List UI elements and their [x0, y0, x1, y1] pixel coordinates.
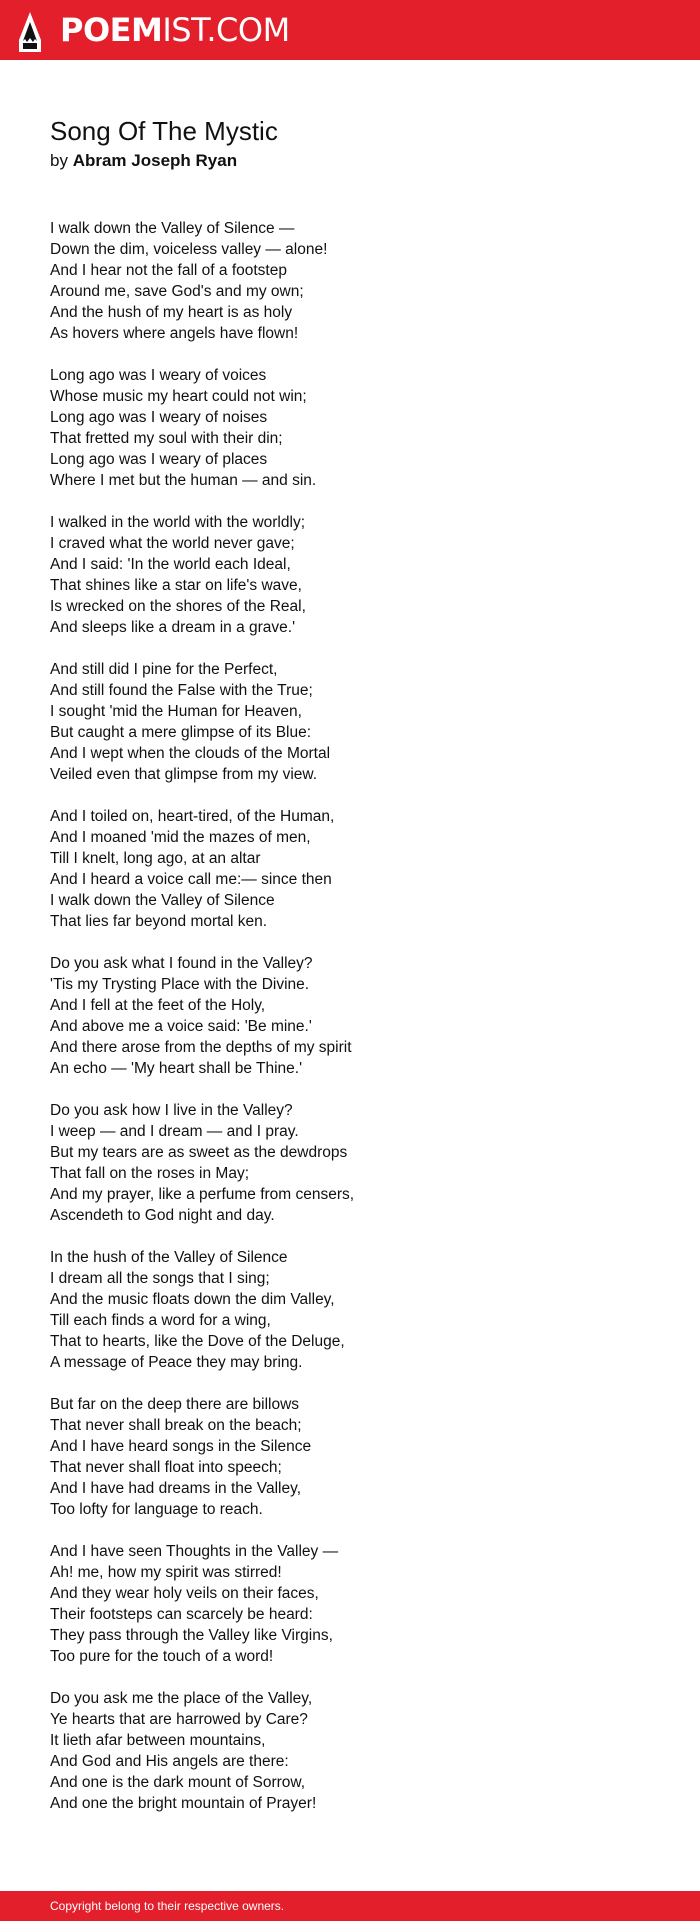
poem-line: Around me, save God's and my own;	[50, 283, 304, 300]
poem-stanza	[50, 806, 610, 932]
poem-line: Long ago was I weary of noises	[50, 409, 268, 426]
poem-line: I walked in the world with the worldly;	[50, 514, 306, 531]
poem-line: 'Tis my Trysting Place with the Divine.	[50, 976, 310, 993]
poem-line: And I fell at the feet of the Holy,	[50, 997, 266, 1014]
copyright-notice: Copyright belong to their respective owners.	[50, 1899, 285, 1913]
poem-line: An echo — 'My heart shall be Thine.'	[50, 1060, 303, 1077]
logo-text-light: IST.COM	[162, 11, 290, 49]
poem-line: Till each finds a word for a wing,	[50, 1312, 271, 1329]
poem-line: And above me a voice said: 'Be mine.'	[50, 1018, 312, 1035]
poem-line: Down the dim, voiceless valley — alone!	[50, 241, 328, 258]
poem-line: And they wear holy veils on their faces,	[50, 1585, 319, 1602]
poem-line: As hovers where angels have flown!	[50, 325, 299, 342]
poem-heading	[50, 114, 278, 172]
poem-line: They pass through the Valley like Virgins,	[50, 1627, 333, 1644]
poem-stanza	[50, 218, 610, 344]
poem-line: And I have seen Thoughts in the Valley —	[50, 1543, 339, 1560]
poem-line: And I said: 'In the world each Ideal,	[50, 556, 291, 573]
poem-line: That lies far beyond mortal ken.	[50, 913, 268, 930]
poem-stanza	[50, 365, 610, 491]
poem-line: It lieth afar between mountains,	[50, 1732, 266, 1749]
poem-line: I weep — and I dream — and I pray.	[50, 1123, 299, 1140]
poem-line: That fretted my soul with their din;	[50, 430, 283, 447]
site-header	[0, 0, 700, 60]
byline-prefix: by	[50, 151, 68, 170]
poem-body	[50, 218, 610, 1835]
poem-line: And sleeps like a dream in a grave.'	[50, 619, 296, 636]
poem-line: I craved what the world never gave;	[50, 535, 295, 552]
poem-line: Whose music my heart could not win;	[50, 388, 307, 405]
poem-line: And still did I pine for the Perfect,	[50, 661, 278, 678]
poem-line: Too pure for the touch of a word!	[50, 1648, 274, 1665]
poem-line: In the hush of the Valley of Silence	[50, 1249, 288, 1266]
poem-line: That fall on the roses in May;	[50, 1165, 250, 1182]
pen-nib-icon[interactable]	[17, 12, 43, 52]
poem-line: That never shall float into speech;	[50, 1459, 282, 1476]
poem-line: But caught a mere glimpse of its Blue:	[50, 724, 312, 741]
poem-line: Long ago was I weary of places	[50, 451, 268, 468]
poem-line: Veiled even that glimpse from my view.	[50, 766, 318, 783]
poem-line: But my tears are as sweet as the dewdrops	[50, 1144, 348, 1161]
poem-line: Till I knelt, long ago, at an altar	[50, 850, 261, 867]
poem-line: Is wrecked on the shores of the Real,	[50, 598, 306, 615]
poem-line: Where I met but the human — and sin.	[50, 472, 317, 489]
poem-stanza	[50, 1394, 610, 1520]
poem-line: Long ago was I weary of voices	[50, 367, 267, 384]
poem-line: I walk down the Valley of Silence —	[50, 220, 295, 237]
site-footer	[0, 1891, 700, 1921]
poem-line: I dream all the songs that I sing;	[50, 1270, 270, 1287]
poem-line: That shines like a star on life's wave,	[50, 577, 302, 594]
poem-stanza	[50, 1247, 610, 1373]
poem-line: Do you ask me the place of the Valley,	[50, 1690, 313, 1707]
poem-line: And I heard a voice call me:— since then	[50, 871, 332, 888]
logo-text-bold: POEM	[60, 11, 163, 49]
poem-line: And one the bright mountain of Prayer!	[50, 1795, 317, 1812]
poem-line: And I wept when the clouds of the Mortal	[50, 745, 331, 762]
poem-line: And still found the False with the True;	[50, 682, 313, 699]
poem-line: Ah! me, how my spirit was stirred!	[50, 1564, 282, 1581]
poem-line: And I have had dreams in the Valley,	[50, 1480, 302, 1497]
poem-line: Do you ask how I live in the Valley?	[50, 1102, 293, 1119]
poem-line: And I toiled on, heart-tired, of the Human,	[50, 808, 335, 825]
poem-line: And the music floats down the dim Valley,	[50, 1291, 335, 1308]
poem-line: That never shall break on the beach;	[50, 1417, 302, 1434]
poem-line: Ye hearts that are harrowed by Care?	[50, 1711, 308, 1728]
poem-stanza	[50, 953, 610, 1079]
poem-line: And God and His angels are there:	[50, 1753, 289, 1770]
poem-line: I walk down the Valley of Silence	[50, 892, 275, 909]
site-logo[interactable]	[60, 10, 290, 50]
poem-title: Song Of The Mystic	[50, 116, 278, 146]
poem-stanza	[50, 1688, 610, 1814]
poem-line: But far on the deep there are billows	[50, 1396, 300, 1413]
poem-line: Their footsteps can scarcely be heard:	[50, 1606, 313, 1623]
byline	[50, 150, 278, 172]
poem-line: And I have heard songs in the Silence	[50, 1438, 312, 1455]
poem-stanza	[50, 1541, 610, 1667]
poem-line: A message of Peace they may bring.	[50, 1354, 303, 1371]
poem-line: And my prayer, like a perfume from censers,	[50, 1186, 355, 1203]
poem-line: And the hush of my heart is as holy	[50, 304, 293, 321]
poem-line: And I hear not the fall of a footstep	[50, 262, 287, 279]
poem-line: That to hearts, like the Dove of the Deluge,	[50, 1333, 345, 1350]
poem-stanza	[50, 659, 610, 785]
poem-stanza	[50, 512, 610, 638]
poem-line: I sought 'mid the Human for Heaven,	[50, 703, 302, 720]
author-name: Abram Joseph Ryan	[72, 151, 238, 170]
poem-line: Ascendeth to God night and day.	[50, 1207, 275, 1224]
poem-line: And there arose from the depths of my spirit	[50, 1039, 352, 1056]
poem-stanza	[50, 1100, 610, 1226]
poem-line: And one is the dark mount of Sorrow,	[50, 1774, 306, 1791]
poem-line: Do you ask what I found in the Valley?	[50, 955, 313, 972]
poem-line: And I moaned 'mid the mazes of men,	[50, 829, 311, 846]
poem-line: Too lofty for language to reach.	[50, 1501, 263, 1518]
